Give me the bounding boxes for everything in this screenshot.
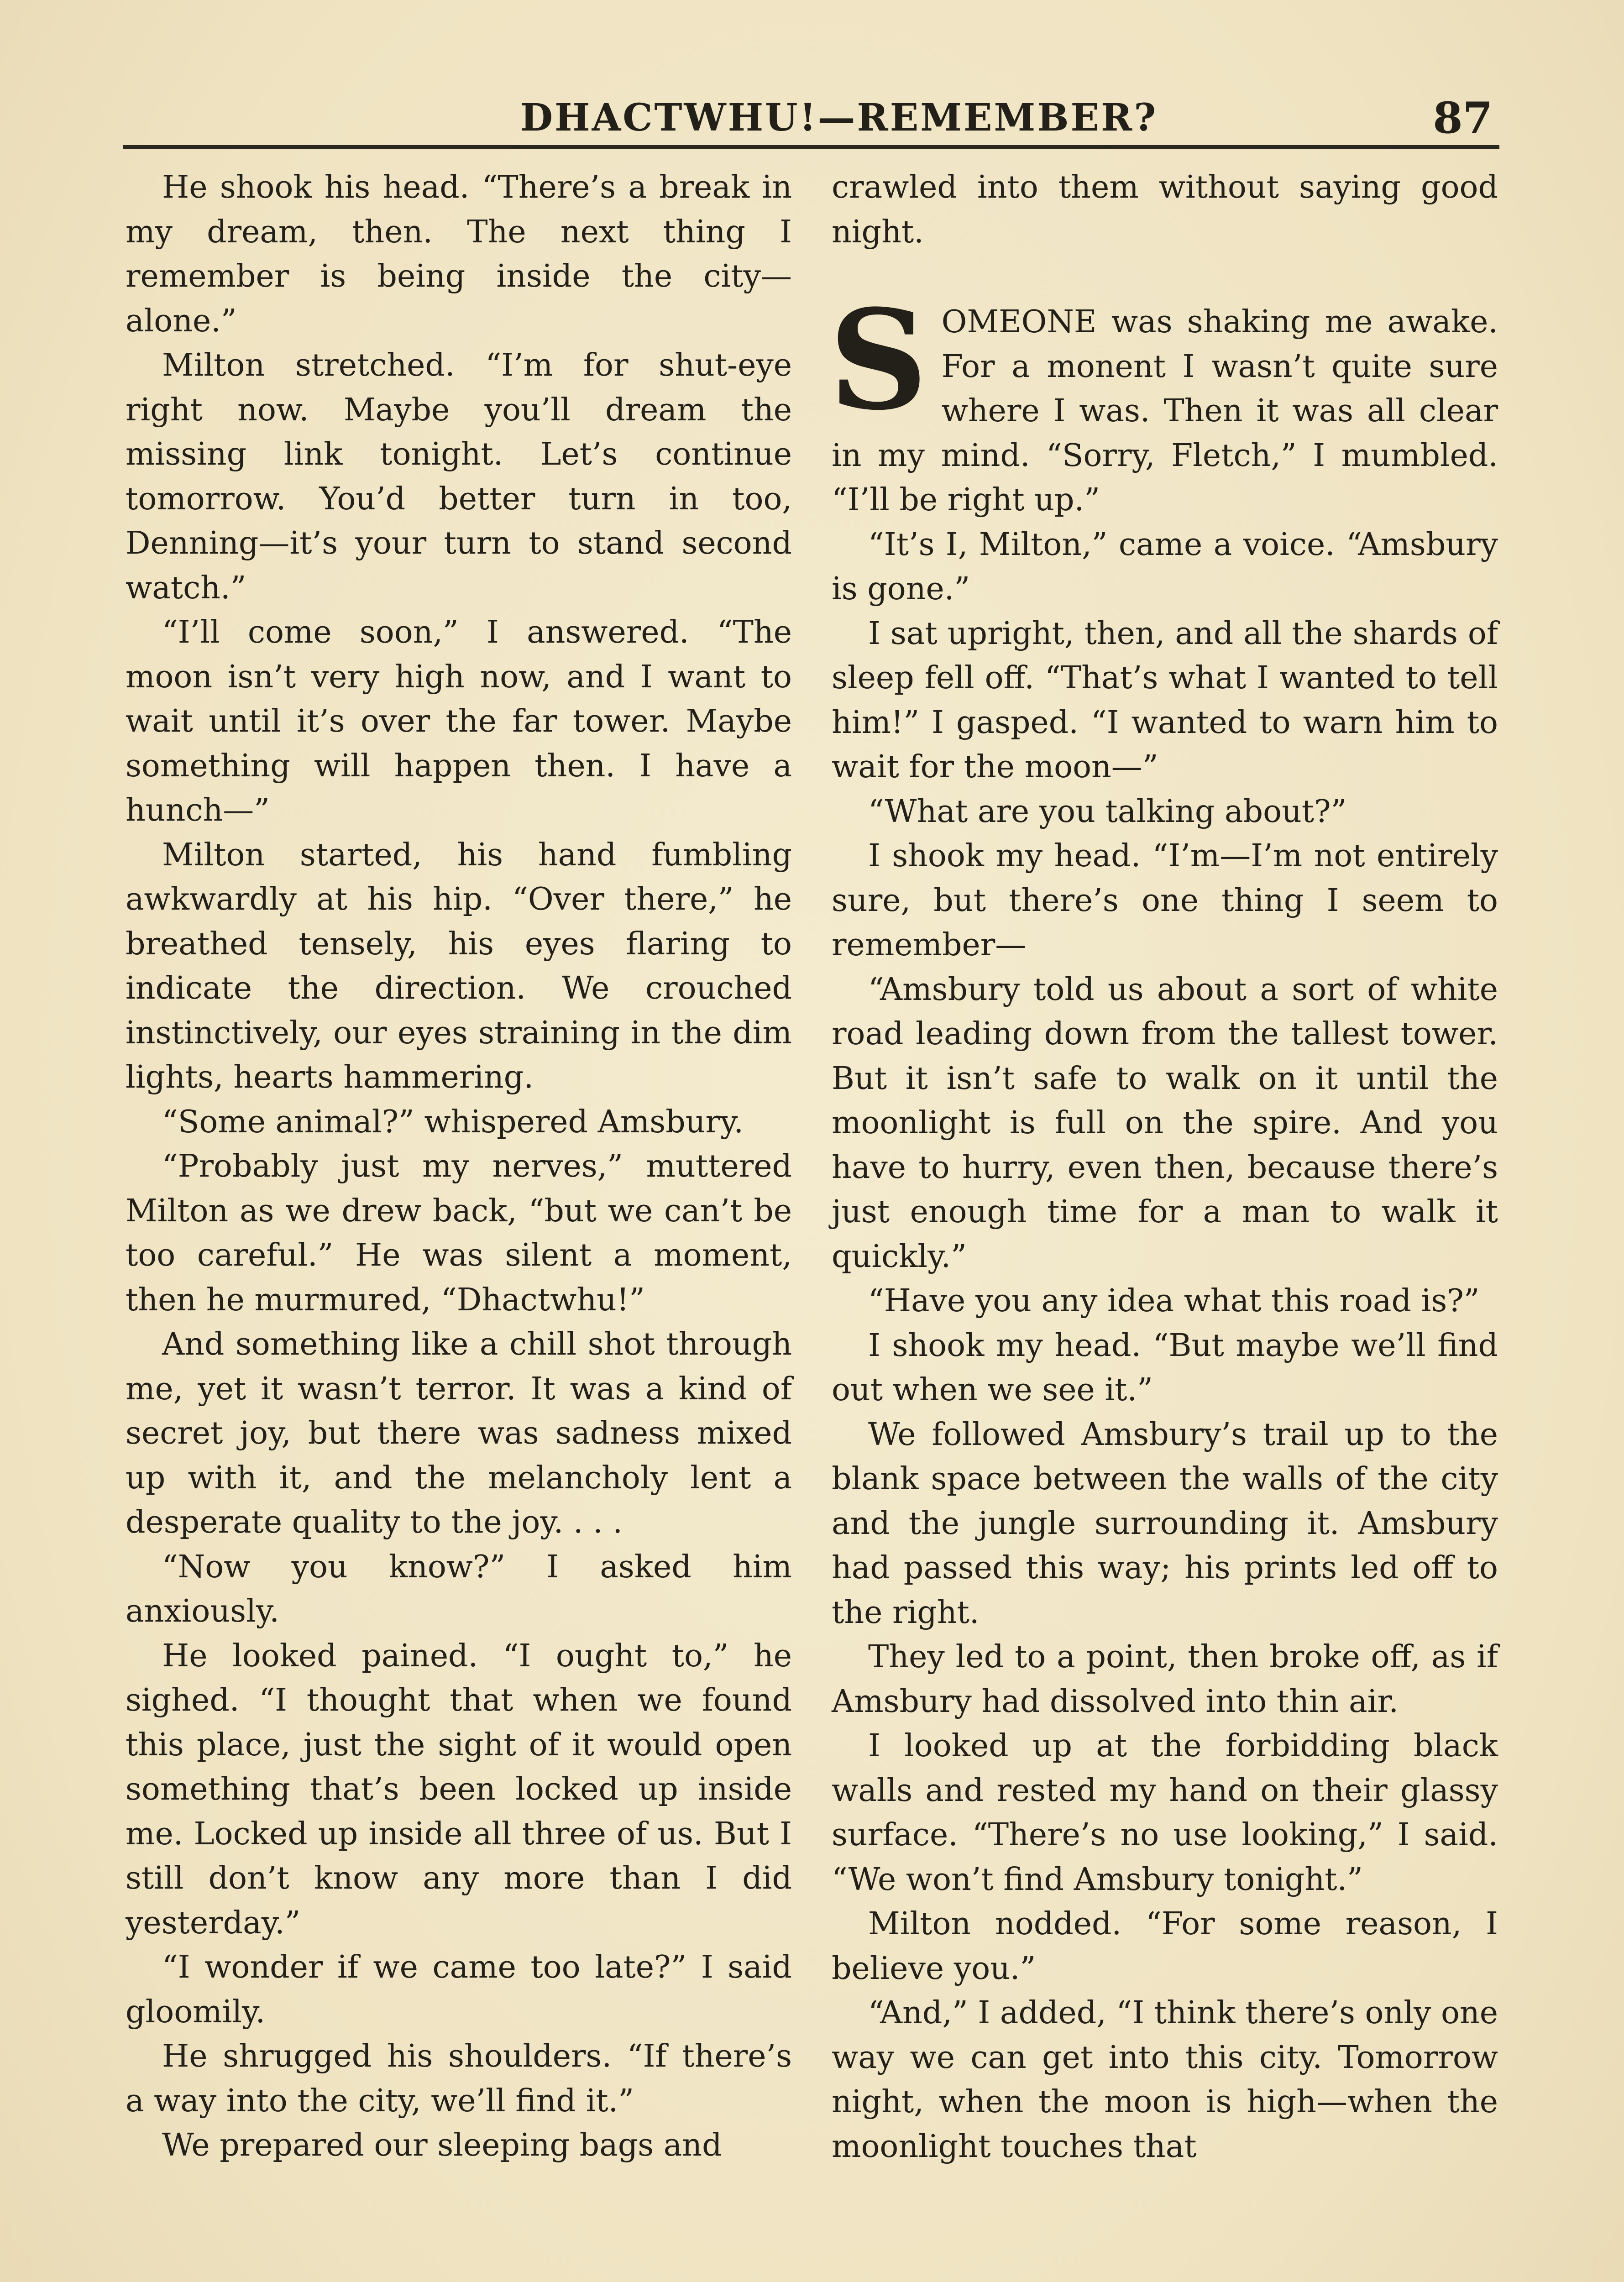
paragraph: “What are you talking about?” xyxy=(868,793,1347,830)
paragraph: Milton nodded. “For some reason, I believe you.” xyxy=(832,1906,1498,1987)
running-head xyxy=(128,93,1493,146)
section-opening-text: OMEONE was shaking me awake. For a monent I wasn’t quite sure where I was. Then it was all clear in my mind. “Sorry, Fletch,” I mumbled. “I’ll be right up.” xyxy=(832,304,1498,518)
section-opening-paragraph xyxy=(829,279,1498,523)
header-rule xyxy=(123,145,1499,149)
paragraph: I shook my head. “But maybe we’ll find out when we see it.” xyxy=(832,1327,1498,1408)
paragraph: And something like a chill shot through me, yet it wasn’t terror. It was a kind of secret joy, but there was sadness mixed up with it, and the melancholy lent a desperate quality to the joy. . . . xyxy=(126,1326,792,1540)
paragraph: “Have you any idea what this road is?” xyxy=(868,1283,1480,1319)
paragraph: I shook my head. “I’m—I’m not entirely sure, but there’s one thing I seem to remember— xyxy=(832,838,1498,963)
paragraph: We prepared our sleeping bags and xyxy=(162,2127,722,2163)
paragraph: Milton stretched. “I’m for shut-eye right now. Maybe you’ll dream the missing link tonight. Let’s continue tomorrow. You’d better turn in too, Denning—it’s your turn to stand second watch.” xyxy=(126,347,792,606)
paragraph: “Probably just my nerves,” muttered Milton as we drew back, “but we can’t be too careful.” He was silent a moment, then he murmured, “Dhactwhu!” xyxy=(126,1148,792,1318)
left-column xyxy=(126,165,792,2168)
running-title: DHACTWHU!—REMEMBER? xyxy=(520,96,1158,140)
drop-cap: S xyxy=(829,279,928,440)
paragraph: “Some animal?” whispered Amsbury. xyxy=(162,1104,744,1140)
paragraph: “And,” I added, “I think there’s only one way we can get into this city. Tomorrow night, when the moon is high—when the moonlight touches that xyxy=(832,1995,1498,2165)
paragraph: He shrugged his shoulders. “If there’s a way into the city, we’ll find it.” xyxy=(126,2038,792,2119)
paragraph: I sat upright, then, and all the shards of sleep fell off. “That’s what I wanted to tell him!” I gasped. “I wanted to warn him to wait for the moon—” xyxy=(832,615,1498,785)
paragraph: “It’s I, Milton,” came a voice. “Amsbury is gone.” xyxy=(832,526,1498,607)
paragraph: They led to a point, then broke off, as if Amsbury had dissolved into thin air. xyxy=(832,1639,1498,1720)
paragraph: He shook his head. “There’s a break in my dream, then. The next thing I remember is being inside the city— alone.” xyxy=(126,169,792,339)
paragraph: Milton started, his hand fumbling awkwardly at his hip. “Over there,” he breathed tensely, his eyes flaring to indicate the direction. We crouched instinctively, our eyes straining in the dim lights, hearts hammering. xyxy=(126,837,792,1095)
paragraph: “I wonder if we came too late?” I said gloomily. xyxy=(126,1949,792,2030)
paragraph: I looked up at the forbidding black walls and rested my hand on their glassy surface. “There’s no use looking,” I said. “We won’t find Amsbury tonight.” xyxy=(832,1728,1498,1898)
paragraph: “Amsbury told us about a sort of white road leading down from the tallest tower. But it isn’t safe to walk on it until the moonlight is full on the spire. And you have to hurry, even then, because there’s just enough time for a man to walk it quickly.” xyxy=(832,971,1498,1275)
continuation-paragraph: crawled into them without saying good night. xyxy=(832,169,1498,250)
paragraph: We followed Amsbury’s trail up to the blank space between the walls of the city and the jungle surrounding it. Amsbury had passed this way; his prints led off to the right. xyxy=(832,1416,1498,1631)
paragraph: “I’ll come soon,” I answered. “The moon isn’t very high now, and I want to wait until it’s over the far tower. Maybe something will happen then. I have a hunch—” xyxy=(126,614,792,828)
right-column xyxy=(829,165,1498,2169)
page-number: 87 xyxy=(1433,93,1493,143)
paragraph: He looked pained. “I ought to,” he sighed. “I thought that when we found this place, just the sight of it would open something that’s been locked up inside me. Locked up inside all three of us. But I still don’t know any more than I did yesterday.” xyxy=(126,1638,792,1941)
paragraph: “Now you know?” I asked him anxiously. xyxy=(126,1549,792,1629)
